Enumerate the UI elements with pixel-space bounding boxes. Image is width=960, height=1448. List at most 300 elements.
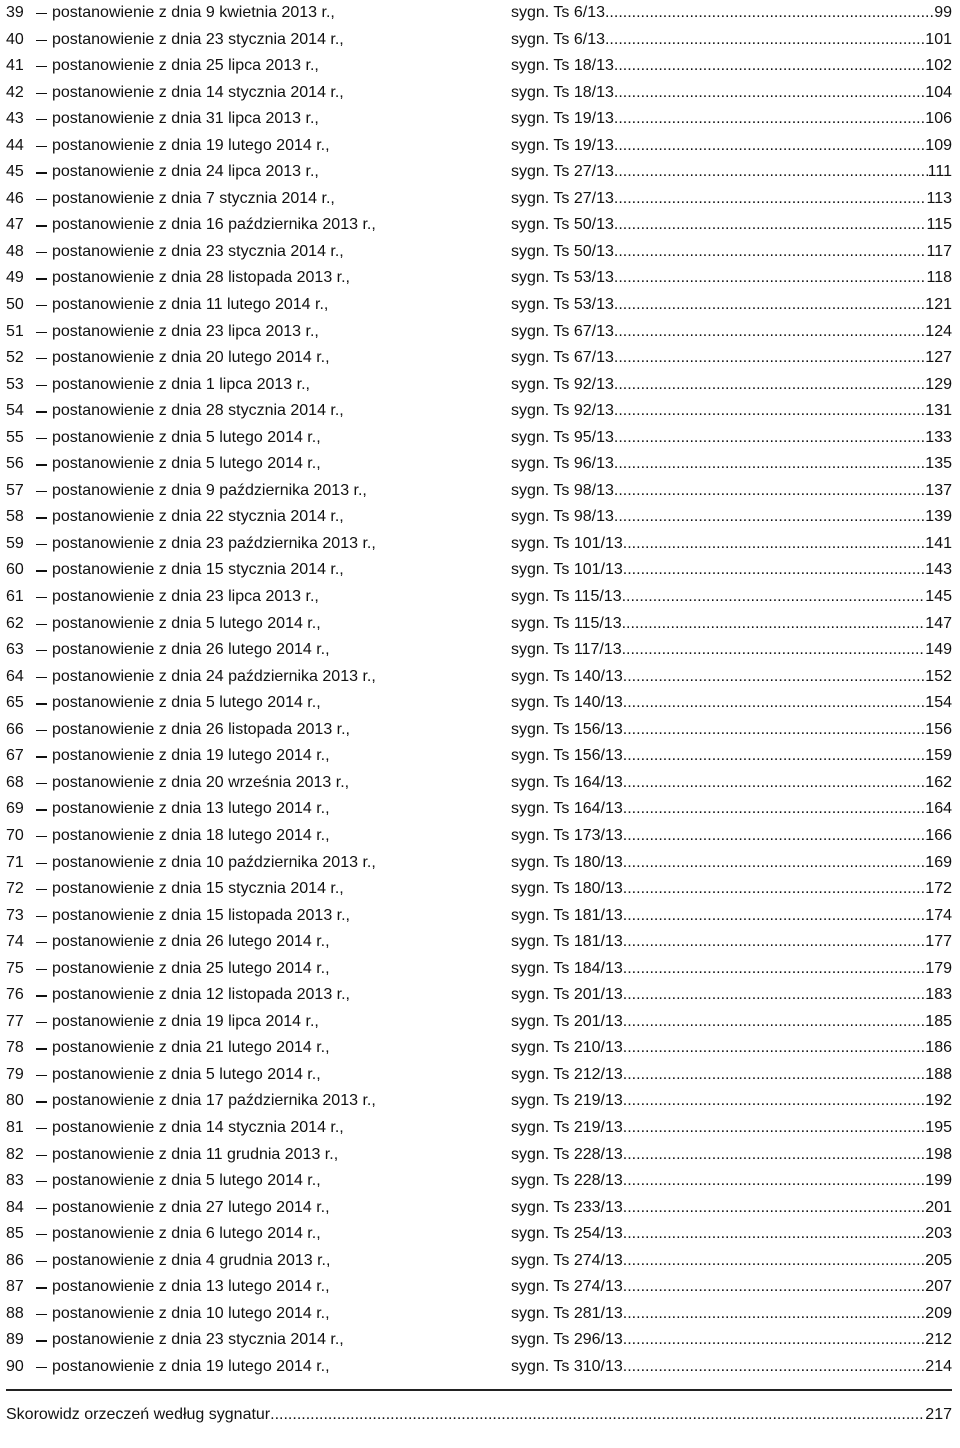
- entry-signature: sygn. Ts 296/13: [511, 1331, 623, 1349]
- dot-leader: [623, 1142, 926, 1169]
- entry-page-number: 145: [925, 588, 952, 606]
- dash-separator: [36, 1128, 47, 1129]
- toc-entry[interactable]: [6, 1062, 952, 1089]
- toc-entry[interactable]: [6, 106, 952, 133]
- entry-number: 40: [6, 30, 24, 48]
- entry-number: 49: [6, 269, 24, 287]
- dash-separator: [36, 252, 47, 253]
- dash-separator: [36, 1101, 47, 1102]
- entry-page-number: 183: [925, 986, 952, 1004]
- dash-separator: [36, 40, 47, 41]
- dot-leader: [623, 531, 926, 558]
- entry-reference: [511, 1221, 952, 1248]
- entry-page-number: 113: [926, 189, 952, 207]
- entry-description: postanowienie z dnia 5 lutego 2014 r.,: [52, 455, 321, 473]
- entry-signature: sygn. Ts 210/13: [511, 1039, 623, 1057]
- dash-separator: [36, 650, 47, 651]
- toc-entry[interactable]: [6, 876, 952, 903]
- entry-reference: [511, 133, 952, 160]
- toc-entry[interactable]: [6, 319, 952, 346]
- dash-separator: [36, 1155, 47, 1156]
- entry-signature: sygn. Ts 201/13: [511, 986, 623, 1004]
- toc-entry[interactable]: [6, 133, 952, 160]
- entry-description: postanowienie z dnia 5 lutego 2014 r.,: [52, 614, 321, 632]
- dot-leader: [623, 903, 926, 930]
- dot-leader: [614, 239, 927, 266]
- entry-number: 72: [6, 880, 24, 898]
- dash-separator: [36, 1022, 47, 1023]
- dash-separator: [36, 225, 47, 226]
- toc-entry[interactable]: [6, 956, 952, 983]
- toc-entry[interactable]: [6, 27, 952, 54]
- entry-reference: [511, 982, 952, 1009]
- entry-reference: [511, 292, 952, 319]
- dot-leader: [623, 850, 926, 877]
- toc-entry[interactable]: [6, 717, 952, 744]
- entry-page-number: 104: [925, 83, 952, 101]
- dot-leader: [614, 292, 925, 319]
- entry-signature: sygn. Ts 164/13: [511, 800, 623, 818]
- entry-number: 76: [6, 986, 24, 1004]
- toc-entry[interactable]: [6, 159, 952, 186]
- entry-description: postanowienie z dnia 23 stycznia 2014 r.,: [52, 1331, 344, 1349]
- entry-signature: sygn. Ts 140/13: [511, 667, 623, 685]
- entry-number: 75: [6, 959, 24, 977]
- entry-number: 85: [6, 1225, 24, 1243]
- entry-number: 42: [6, 83, 24, 101]
- dash-separator: [36, 491, 47, 492]
- entry-signature: sygn. Ts 274/13: [511, 1278, 623, 1296]
- dot-leader: [614, 451, 925, 478]
- entry-number: 64: [6, 667, 24, 685]
- entry-reference: [511, 1142, 952, 1169]
- dot-leader: [605, 0, 934, 27]
- entry-number: 74: [6, 933, 24, 951]
- entry-number: 55: [6, 428, 24, 446]
- entry-reference: [511, 903, 952, 930]
- entry-page-number: 164: [925, 800, 952, 818]
- toc-entry[interactable]: [6, 239, 952, 266]
- entry-number: 81: [6, 1118, 24, 1136]
- entry-page-number: 177: [925, 933, 952, 951]
- entry-page-number: 143: [925, 561, 952, 579]
- dash-separator: [36, 703, 47, 704]
- toc-entry[interactable]: [6, 1168, 952, 1195]
- toc-entry[interactable]: [6, 53, 952, 80]
- entry-signature: sygn. Ts 27/13: [511, 189, 614, 207]
- toc-entry[interactable]: [6, 611, 952, 638]
- entry-number: 78: [6, 1039, 24, 1057]
- dash-separator: [36, 863, 47, 864]
- dot-leader: [623, 823, 926, 850]
- entry-page-number: 166: [925, 826, 952, 844]
- entry-signature: sygn. Ts 27/13: [511, 163, 614, 181]
- dot-leader: [614, 265, 927, 292]
- entry-reference: [511, 1115, 952, 1142]
- dash-separator: [36, 1340, 47, 1341]
- entry-reference: [511, 212, 952, 239]
- entry-number: 43: [6, 110, 24, 128]
- dot-leader: [623, 743, 926, 770]
- entry-reference: [511, 1195, 952, 1222]
- dash-separator: [36, 172, 47, 173]
- dash-separator: [36, 119, 47, 120]
- toc-entry[interactable]: [6, 1088, 952, 1115]
- entry-signature: sygn. Ts 101/13: [511, 534, 623, 552]
- entry-description: postanowienie z dnia 26 lutego 2014 r.,: [52, 933, 330, 951]
- entry-description: postanowienie z dnia 25 lutego 2014 r.,: [52, 959, 330, 977]
- entry-description: postanowienie z dnia 15 stycznia 2014 r.,: [52, 561, 344, 579]
- entry-number: 58: [6, 508, 24, 526]
- dot-leader: [614, 106, 925, 133]
- entry-reference: [511, 1035, 952, 1062]
- entry-description: postanowienie z dnia 11 grudnia 2013 r.,: [52, 1145, 339, 1163]
- toc-entry[interactable]: [6, 1301, 952, 1328]
- entry-number: 51: [6, 322, 24, 340]
- entry-signature: sygn. Ts 98/13: [511, 481, 614, 499]
- toc-entry[interactable]: [6, 1142, 952, 1169]
- entry-reference: [511, 1248, 952, 1275]
- entry-number: 80: [6, 1092, 24, 1110]
- entry-number: 60: [6, 561, 24, 579]
- dash-separator: [36, 889, 47, 890]
- dot-leader: [614, 345, 925, 372]
- entry-page-number: 102: [925, 57, 952, 75]
- dash-separator: [36, 66, 47, 67]
- toc-entry[interactable]: [6, 1009, 952, 1036]
- toc-entry[interactable]: [6, 584, 952, 611]
- entry-number: 45: [6, 163, 24, 181]
- toc-entry[interactable]: [6, 690, 952, 717]
- toc-entry[interactable]: [6, 982, 952, 1009]
- dot-leader: [623, 1115, 926, 1142]
- entry-page-number: 162: [925, 773, 952, 791]
- toc-entry[interactable]: [6, 743, 952, 770]
- toc-entry[interactable]: [6, 929, 952, 956]
- entry-description: postanowienie z dnia 21 lutego 2014 r.,: [52, 1039, 330, 1057]
- entry-signature: sygn. Ts 92/13: [511, 375, 614, 393]
- entry-number: 50: [6, 296, 24, 314]
- dash-separator: [36, 358, 47, 359]
- dash-separator: [36, 942, 47, 943]
- entry-page-number: 118: [926, 269, 952, 287]
- entry-number: 53: [6, 375, 24, 393]
- entry-page-number: 195: [925, 1118, 952, 1136]
- entry-page-number: 156: [925, 720, 952, 738]
- dash-separator: [36, 783, 47, 784]
- entry-reference: [511, 584, 952, 611]
- toc-entry[interactable]: [6, 80, 952, 107]
- entry-reference: [511, 53, 952, 80]
- toc-entry[interactable]: [6, 1248, 952, 1275]
- toc-entry[interactable]: [6, 504, 952, 531]
- dot-leader: [623, 956, 926, 983]
- dash-separator: [36, 1367, 47, 1368]
- entry-signature: sygn. Ts 6/13: [511, 30, 605, 48]
- entry-reference: [511, 796, 952, 823]
- dash-separator: [36, 624, 47, 625]
- dash-separator: [36, 916, 47, 917]
- entry-page-number: 186: [925, 1039, 952, 1057]
- dash-separator: [36, 1234, 47, 1235]
- dot-leader: [623, 1168, 926, 1195]
- toc-entry[interactable]: [6, 478, 952, 505]
- entry-reference: [511, 1168, 952, 1195]
- dot-leader: [614, 319, 925, 346]
- entry-signature: sygn. Ts 219/13: [511, 1118, 623, 1136]
- toc-entry[interactable]: [6, 186, 952, 213]
- entry-page-number: 201: [925, 1198, 952, 1216]
- entry-reference: [511, 1301, 952, 1328]
- entry-description: postanowienie z dnia 27 lutego 2014 r.,: [52, 1198, 330, 1216]
- entry-description: postanowienie z dnia 17 października 2013 r.,: [52, 1092, 376, 1110]
- entry-signature: sygn. Ts 181/13: [511, 933, 623, 951]
- dash-separator: [36, 836, 47, 837]
- dash-separator: [36, 730, 47, 731]
- entry-description: postanowienie z dnia 13 lutego 2014 r.,: [52, 1278, 330, 1296]
- entry-signature: sygn. Ts 92/13: [511, 402, 614, 420]
- entry-page-number: 106: [925, 110, 952, 128]
- toc-entry[interactable]: [6, 1195, 952, 1222]
- entry-signature: sygn. Ts 95/13: [511, 428, 614, 446]
- entry-description: postanowienie z dnia 1 lipca 2013 r.,: [52, 375, 310, 393]
- entry-signature: sygn. Ts 101/13: [511, 561, 623, 579]
- entry-reference: [511, 1009, 952, 1036]
- entry-description: postanowienie z dnia 19 lutego 2014 r.,: [52, 747, 330, 765]
- entry-signature: sygn. Ts 201/13: [511, 1012, 623, 1030]
- entry-signature: sygn. Ts 219/13: [511, 1092, 623, 1110]
- dash-separator: [36, 332, 47, 333]
- entry-signature: sygn. Ts 19/13: [511, 110, 614, 128]
- entry-signature: sygn. Ts 50/13: [511, 216, 614, 234]
- entry-description: postanowienie z dnia 10 lutego 2014 r.,: [52, 1304, 330, 1322]
- entry-reference: [511, 372, 952, 399]
- entry-reference: [511, 451, 952, 478]
- entry-reference: [511, 557, 952, 584]
- dot-leader: [614, 133, 925, 160]
- entry-description: postanowienie z dnia 19 lutego 2014 r.,: [52, 136, 330, 154]
- entry-description: postanowienie z dnia 6 lutego 2014 r.,: [52, 1225, 321, 1243]
- entry-description: postanowienie z dnia 19 lutego 2014 r.,: [52, 1357, 330, 1375]
- dash-separator: [36, 756, 47, 757]
- toc-entry[interactable]: [6, 212, 952, 239]
- entry-page-number: 154: [925, 694, 952, 712]
- toc-entry[interactable]: [6, 0, 952, 27]
- dot-leader: [623, 1274, 926, 1301]
- dash-separator: [36, 570, 47, 571]
- entry-reference: [511, 956, 952, 983]
- entry-signature: sygn. Ts 212/13: [511, 1065, 623, 1083]
- entry-signature: sygn. Ts 19/13: [511, 136, 614, 154]
- entry-number: 56: [6, 455, 24, 473]
- dash-separator: [36, 1314, 47, 1315]
- entry-page-number: 147: [925, 614, 952, 632]
- entry-description: postanowienie z dnia 5 lutego 2014 r.,: [52, 428, 321, 446]
- entry-page-number: 141: [925, 534, 952, 552]
- toc-entry[interactable]: [6, 903, 952, 930]
- toc-entry[interactable]: [6, 345, 952, 372]
- entry-page-number: 152: [925, 667, 952, 685]
- entry-description: postanowienie z dnia 13 lutego 2014 r.,: [52, 800, 330, 818]
- entry-signature: sygn. Ts 115/13: [511, 614, 622, 632]
- toc-entry[interactable]: [6, 531, 952, 558]
- entry-number: 90: [6, 1357, 24, 1375]
- dot-leader: [623, 796, 926, 823]
- dot-leader: [623, 1301, 926, 1328]
- entry-page-number: 169: [925, 853, 952, 871]
- entry-number: 79: [6, 1065, 24, 1083]
- dash-separator: [36, 93, 47, 94]
- toc-entry[interactable]: [6, 1327, 952, 1354]
- entry-signature: sygn. Ts 50/13: [511, 242, 614, 260]
- dot-leader: [614, 478, 925, 505]
- entry-signature: sygn. Ts 67/13: [511, 322, 614, 340]
- entry-description: postanowienie z dnia 7 stycznia 2014 r.,: [52, 189, 335, 207]
- entry-page-number: 203: [925, 1225, 952, 1243]
- entry-description: postanowienie z dnia 12 listopada 2013 r.,: [52, 986, 350, 1004]
- dash-separator: [36, 13, 47, 14]
- entry-description: postanowienie z dnia 24 października 2013 r.,: [52, 667, 376, 685]
- dash-separator: [36, 278, 47, 279]
- entry-page-number: 111: [927, 163, 952, 181]
- entry-page-number: 139: [925, 508, 952, 526]
- toc-entry[interactable]: [6, 398, 952, 425]
- entry-page-number: 121: [925, 296, 952, 314]
- entry-reference: [511, 239, 952, 266]
- dot-leader: [623, 982, 926, 1009]
- dash-separator: [36, 411, 47, 412]
- entry-page-number: 99: [934, 4, 952, 21]
- entry-signature: sygn. Ts 156/13: [511, 747, 623, 765]
- entry-page-number: 127: [925, 349, 952, 367]
- entry-description: postanowienie z dnia 26 listopada 2013 r.,: [52, 720, 350, 738]
- toc-entry[interactable]: [6, 770, 952, 797]
- dot-leader: [623, 929, 926, 956]
- entry-description: postanowienie z dnia 23 października 2013 r.,: [52, 534, 376, 552]
- dot-leader: [623, 1062, 926, 1089]
- entry-reference: [511, 398, 952, 425]
- entry-description: postanowienie z dnia 20 września 2013 r.,: [52, 773, 350, 791]
- dot-leader: [614, 398, 925, 425]
- footer-label: Skorowidz orzeczeń według sygnatur: [6, 1406, 271, 1423]
- dash-separator: [36, 199, 47, 200]
- toc-entry[interactable]: [6, 451, 952, 478]
- toc-entry[interactable]: [6, 1035, 952, 1062]
- entry-signature: sygn. Ts 181/13: [511, 906, 623, 924]
- dot-leader: [623, 1035, 926, 1062]
- entry-signature: sygn. Ts 53/13: [511, 296, 614, 314]
- toc-entry[interactable]: [6, 425, 952, 452]
- entry-reference: [511, 319, 952, 346]
- entry-reference: [511, 1088, 952, 1115]
- entry-signature: sygn. Ts 117/13: [511, 641, 622, 659]
- dash-separator: [36, 438, 47, 439]
- entry-page-number: 149: [925, 641, 952, 659]
- entry-number: 46: [6, 189, 24, 207]
- entry-signature: sygn. Ts 156/13: [511, 720, 623, 738]
- toc-entry[interactable]: [6, 1354, 952, 1381]
- toc-entry[interactable]: [6, 796, 952, 823]
- entry-number: 77: [6, 1012, 24, 1030]
- entry-reference: [511, 1062, 952, 1089]
- toc-entry[interactable]: [6, 557, 952, 584]
- entry-signature: sygn. Ts 180/13: [511, 853, 623, 871]
- entry-number: 87: [6, 1278, 24, 1296]
- entry-reference: [511, 504, 952, 531]
- dot-leader: [623, 1009, 926, 1036]
- dot-leader: [623, 876, 926, 903]
- entry-description: postanowienie z dnia 28 listopada 2013 r.,: [52, 269, 350, 287]
- toc-entry[interactable]: [6, 1115, 952, 1142]
- section-divider: [6, 1389, 952, 1391]
- entry-page-number: 198: [925, 1145, 952, 1163]
- entry-page-number: 214: [925, 1357, 952, 1375]
- footer-entry[interactable]: [6, 1402, 952, 1428]
- entry-signature: sygn. Ts 228/13: [511, 1172, 623, 1190]
- toc-entry[interactable]: [6, 637, 952, 664]
- entry-page-number: 209: [925, 1304, 952, 1322]
- toc-entry[interactable]: [6, 265, 952, 292]
- entry-page-number: 185: [925, 1012, 952, 1030]
- entry-signature: sygn. Ts 53/13: [511, 269, 614, 287]
- dot-leader: [622, 637, 926, 664]
- entry-number: 65: [6, 694, 24, 712]
- footer-page-number: 217: [925, 1406, 952, 1423]
- dash-separator: [36, 597, 47, 598]
- entry-signature: sygn. Ts 115/13: [511, 588, 622, 606]
- dot-leader: [622, 611, 926, 638]
- entry-reference: [511, 106, 952, 133]
- entry-signature: sygn. Ts 274/13: [511, 1251, 623, 1269]
- entry-reference: [511, 637, 952, 664]
- entry-signature: sygn. Ts 18/13: [511, 83, 614, 101]
- entry-number: 71: [6, 853, 24, 871]
- toc-entry[interactable]: [6, 850, 952, 877]
- entry-signature: sygn. Ts 140/13: [511, 694, 623, 712]
- entry-signature: sygn. Ts 98/13: [511, 508, 614, 526]
- entry-description: postanowienie z dnia 22 stycznia 2014 r.,: [52, 508, 344, 526]
- entry-page-number: 172: [925, 880, 952, 898]
- entry-reference: [511, 0, 952, 27]
- entry-description: postanowienie z dnia 23 lipca 2013 r.,: [52, 322, 319, 340]
- toc-entry[interactable]: [6, 1221, 952, 1248]
- dot-leader: [623, 1327, 926, 1354]
- dot-leader: [614, 53, 925, 80]
- entry-page-number: 207: [925, 1278, 952, 1296]
- toc-entry[interactable]: [6, 292, 952, 319]
- entry-page-number: 205: [925, 1251, 952, 1269]
- entry-page-number: 135: [925, 455, 952, 473]
- entry-reference: [511, 929, 952, 956]
- dash-separator: [36, 809, 47, 810]
- entry-description: postanowienie z dnia 28 stycznia 2014 r.,: [52, 402, 344, 420]
- entry-description: postanowienie z dnia 5 lutego 2014 r.,: [52, 1172, 321, 1190]
- entry-description: postanowienie z dnia 9 kwietnia 2013 r.,: [52, 4, 335, 21]
- entry-reference: [511, 1327, 952, 1354]
- entry-page-number: 192: [925, 1092, 952, 1110]
- entry-number: 48: [6, 242, 24, 260]
- toc-entry[interactable]: [6, 1274, 952, 1301]
- toc-entry[interactable]: [6, 372, 952, 399]
- toc-entry[interactable]: [6, 664, 952, 691]
- entry-description: postanowienie z dnia 14 stycznia 2014 r.,: [52, 1118, 344, 1136]
- dash-separator: [36, 1181, 47, 1182]
- toc-entry[interactable]: [6, 823, 952, 850]
- entry-signature: sygn. Ts 96/13: [511, 455, 614, 473]
- dash-separator: [36, 305, 47, 306]
- entry-signature: sygn. Ts 173/13: [511, 826, 623, 844]
- dot-leader: [270, 1402, 925, 1428]
